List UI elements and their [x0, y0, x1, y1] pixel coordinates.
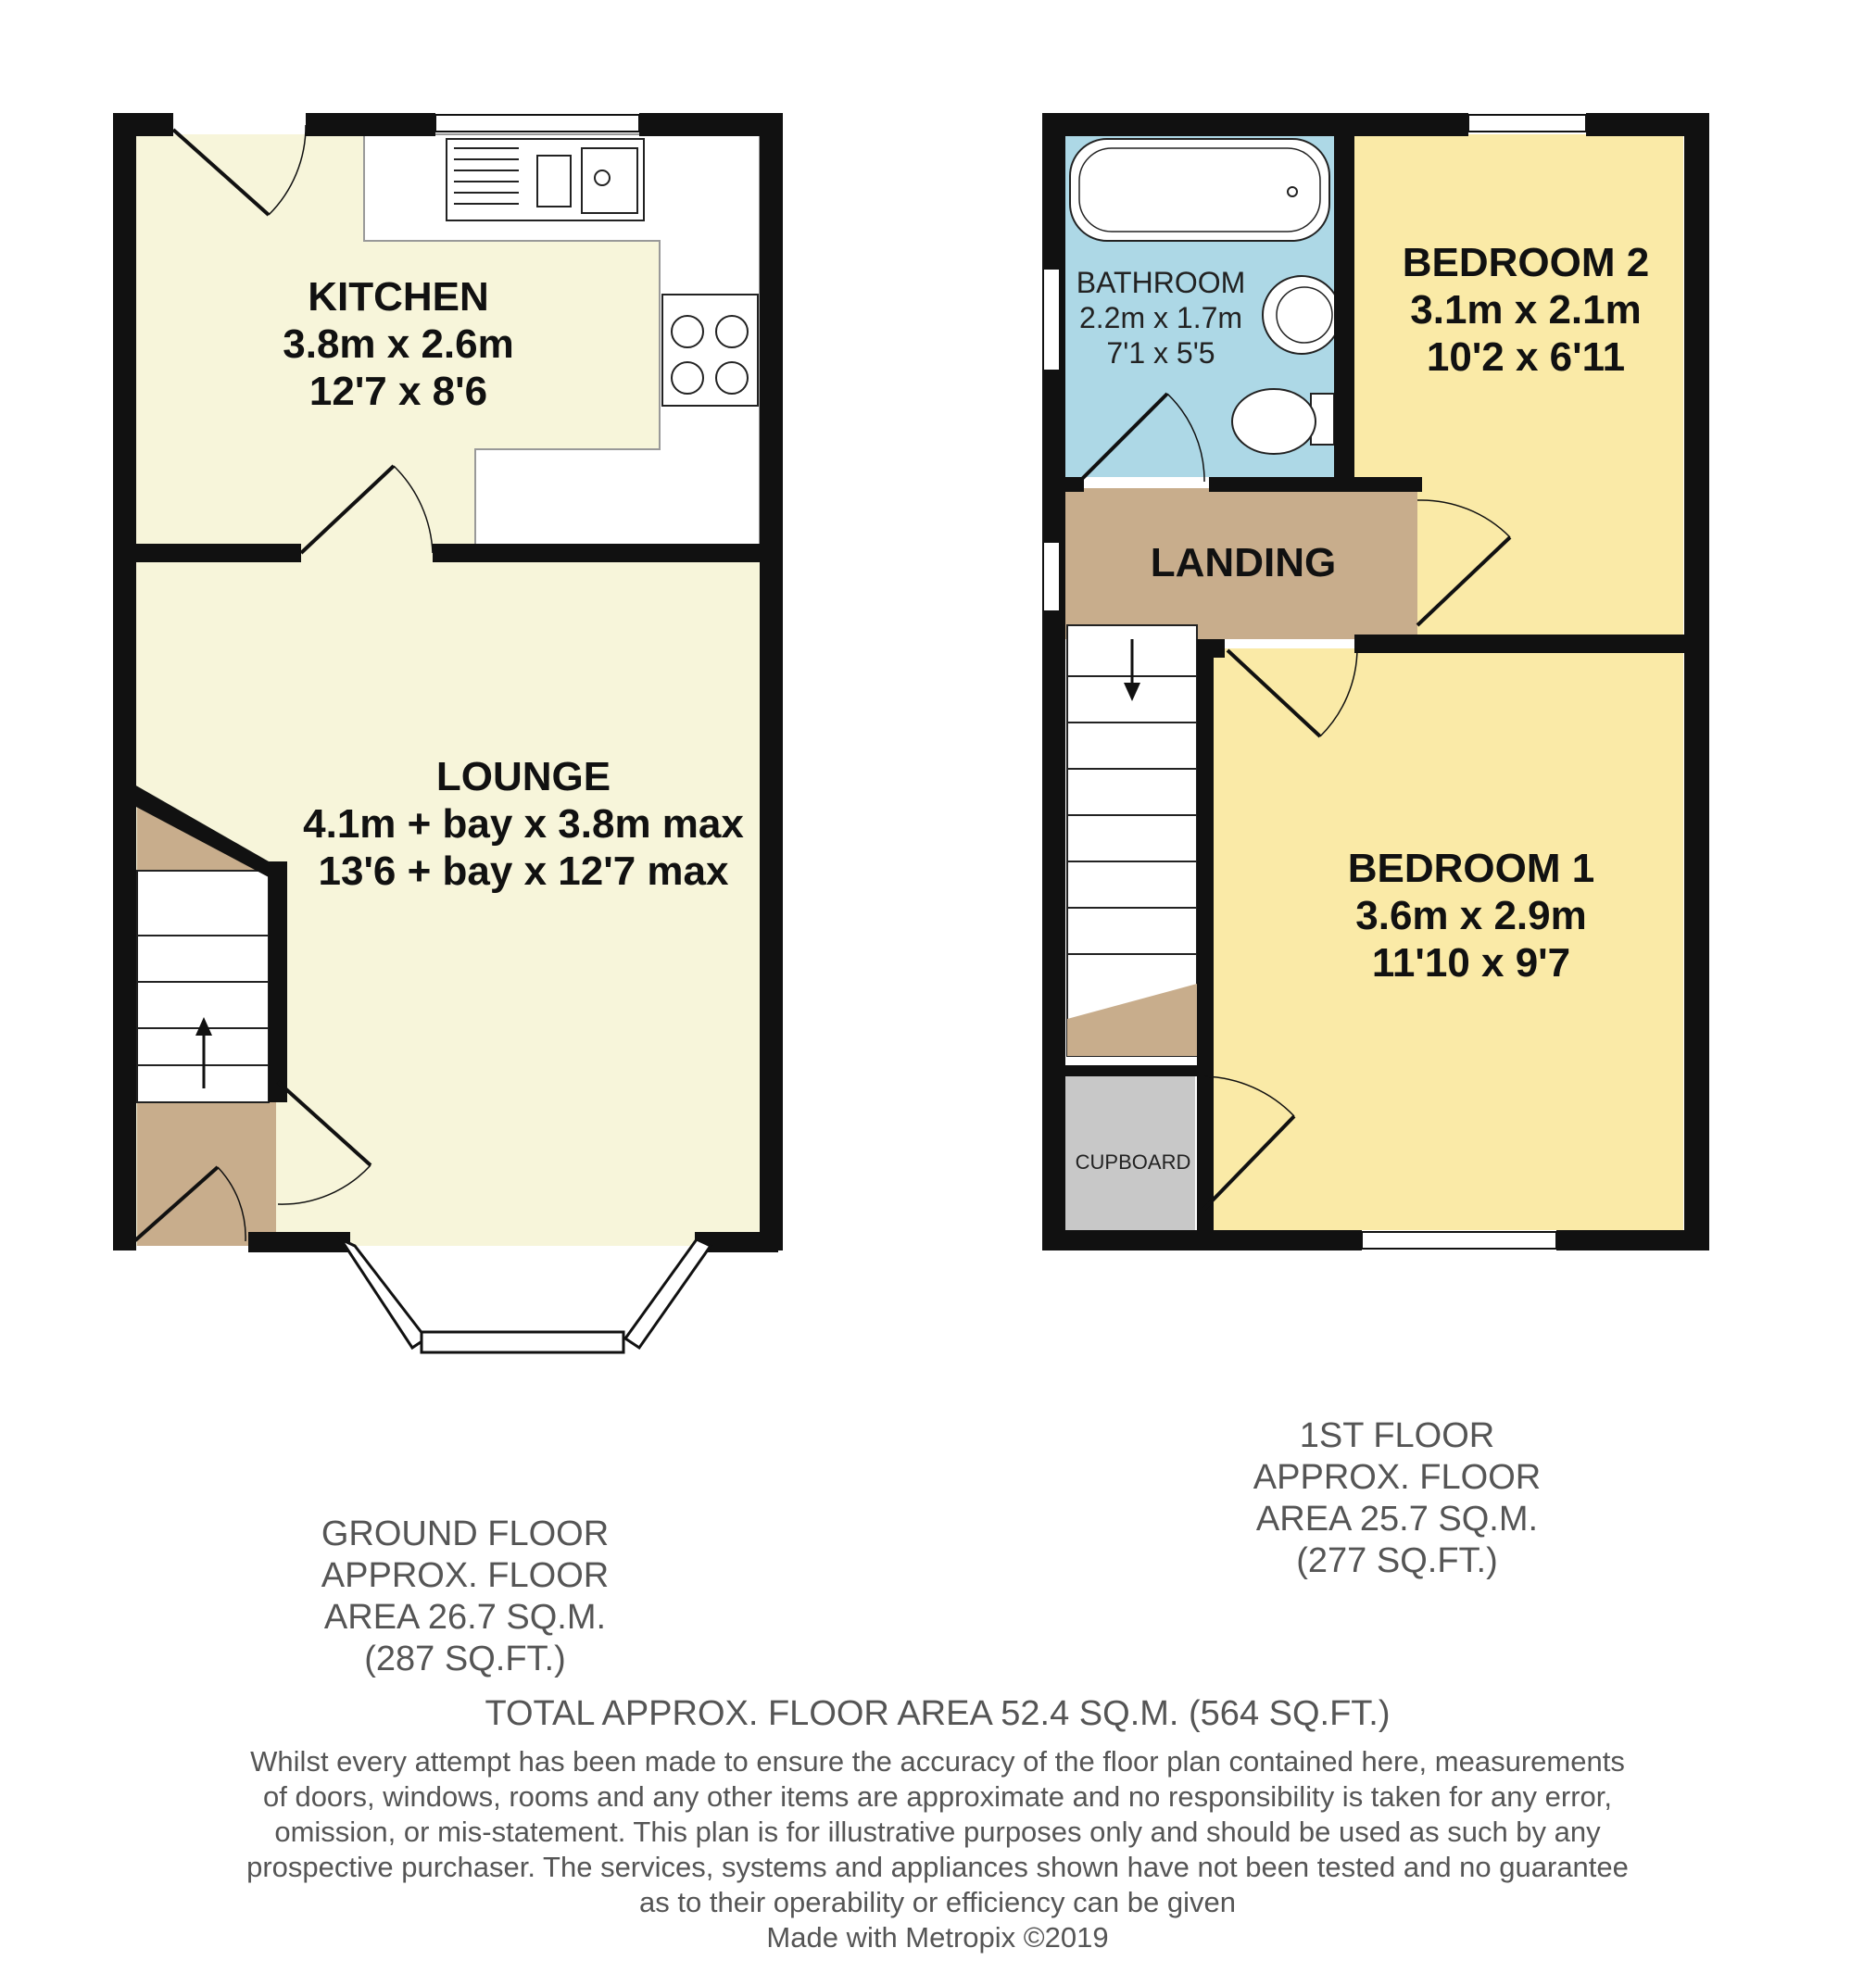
bathroom-imperial: 7'1 x 5'5: [1106, 336, 1215, 370]
lounge-bay-window: [341, 1239, 711, 1352]
ground-stairs: [137, 806, 276, 1246]
ground-floor-summary-line: GROUND FLOOR: [321, 1514, 610, 1553]
first-floor-summary-line: 1ST FLOOR: [1299, 1416, 1495, 1455]
disclaimer-line: omission, or mis-statement. This plan is for illustrative purposes only and should be used as such by any: [274, 1816, 1601, 1848]
first-floor-summary-line: (277 SQ.FT.): [1296, 1541, 1498, 1580]
kitchen-label: [283, 274, 514, 414]
total-floor-area: TOTAL APPROX. FLOOR AREA 52.4 SQ.M. (564 SQ.FT.): [485, 1694, 1391, 1733]
bedroom2-window: [1468, 115, 1586, 132]
bath-icon: [1070, 139, 1329, 241]
bedroom2-imperial: 10'2 x 6'11: [1426, 334, 1626, 380]
bathroom-window: [1043, 269, 1060, 371]
lounge-imperial: 13'6 + bay x 12'7 max: [318, 848, 729, 894]
first-floor-summary-line: AREA 25.7 SQ.M.: [1255, 1500, 1539, 1539]
toilet-icon: [1232, 389, 1334, 454]
ground-floor-summary-line: (287 SQ.FT.): [364, 1640, 566, 1678]
bedroom1-floor: [1214, 648, 1683, 1230]
first-floor-summary: [1253, 1416, 1541, 1580]
landing-window: [1043, 542, 1060, 611]
credit: Made with Metropix ©2019: [766, 1921, 1109, 1954]
bedroom2-name: BEDROOM 2: [1402, 240, 1650, 285]
landing-name: LANDING: [1150, 540, 1337, 585]
ground-floor-summary: [321, 1514, 609, 1678]
first-floor-plan: [1042, 113, 1709, 1250]
kitchen-imperial: 12'7 x 8'6: [308, 369, 488, 414]
bedroom1-name: BEDROOM 1: [1347, 846, 1595, 891]
ground-floor-plan: [113, 113, 783, 1352]
disclaimer-line: prospective purchaser. The services, systems and appliances shown have not been tested and no guarantee: [246, 1851, 1629, 1883]
disclaimer-line: as to their operability or efficiency can be given: [639, 1886, 1236, 1918]
first-stairs: [1067, 625, 1197, 1056]
disclaimer: [246, 1745, 1629, 1918]
bathroom-name: BATHROOM: [1076, 266, 1246, 299]
sink-icon: [447, 139, 644, 220]
bedroom1-imperial: 11'10 x 9'7: [1371, 940, 1571, 986]
ground-floor-summary-line: APPROX. FLOOR: [321, 1556, 610, 1595]
cupboard-name: CUPBOARD: [1075, 1150, 1191, 1174]
kitchen-name: KITCHEN: [308, 274, 489, 320]
bedroom1-window: [1362, 1232, 1556, 1249]
first-floor-summary-line: APPROX. FLOOR: [1253, 1458, 1542, 1497]
bathroom-metric: 2.2m x 1.7m: [1078, 301, 1243, 334]
bedroom1-metric: 3.6m x 2.9m: [1355, 893, 1587, 938]
lounge-metric: 4.1m + bay x 3.8m max: [303, 801, 744, 847]
ground-floor-summary-line: AREA 26.7 SQ.M.: [323, 1598, 607, 1637]
bedroom1-label: [1348, 846, 1594, 986]
kitchen-metric: 3.8m x 2.6m: [283, 321, 514, 367]
disclaimer-line: Whilst every attempt has been made to ensure the accuracy of the floor plan contained here, measurements: [250, 1745, 1625, 1778]
bedroom2-metric: 3.1m x 2.1m: [1410, 287, 1642, 333]
hob-icon: [662, 295, 758, 406]
kitchen-window: [435, 115, 639, 132]
lounge-name: LOUNGE: [435, 754, 611, 799]
disclaimer-line: of doors, windows, rooms and any other items are approximate and no responsibility is taken for any error,: [262, 1780, 1613, 1813]
bedroom2-label: [1403, 240, 1649, 380]
basin-icon: [1263, 276, 1341, 354]
